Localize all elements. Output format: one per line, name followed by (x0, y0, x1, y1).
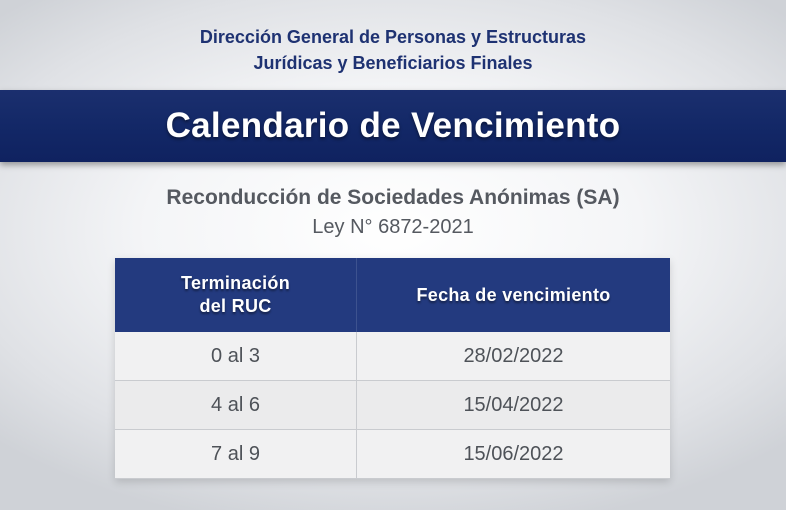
ruc-range-cell: 0 al 3 (115, 332, 357, 381)
table-row (115, 332, 670, 381)
title-banner (0, 90, 786, 162)
organization-name-line2: Jurídicas y Beneficiarios Finales (253, 53, 533, 73)
law-reference: Ley N° 6872-2021 (312, 216, 474, 238)
page-title: Calendario de Vencimiento (165, 106, 621, 145)
due-date-table (115, 258, 670, 479)
organization-name-line1: Dirección General de Personas y Estructuras (199, 27, 587, 47)
organization-header (0, 24, 786, 76)
due-date-cell: 15/04/2022 (357, 381, 671, 430)
table-header-row (115, 258, 670, 332)
column-header-ruc-ending-line2: del RUC (199, 296, 272, 316)
column-header-ruc-ending-line1: Terminación (181, 273, 290, 293)
column-header-due-date: Fecha de vencimiento (357, 258, 671, 332)
ruc-range-cell: 4 al 6 (115, 381, 357, 430)
due-date-cell: 28/02/2022 (357, 332, 671, 381)
table-row (115, 430, 670, 479)
column-header-ruc-ending (115, 258, 357, 332)
table-row (115, 381, 670, 430)
ruc-range-cell: 7 al 9 (115, 430, 357, 479)
section-subtitle: Reconducción de Sociedades Anónimas (SA) (166, 186, 620, 209)
due-date-cell: 15/06/2022 (357, 430, 671, 479)
